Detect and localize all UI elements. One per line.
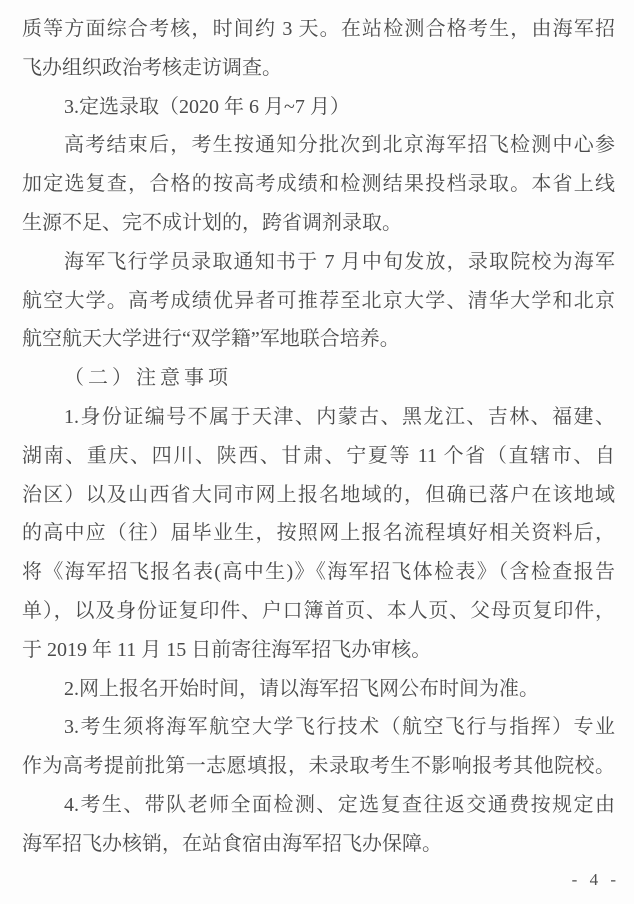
- text-line: 海军招飞办核销，在站食宿由海军招飞办保障。: [22, 832, 442, 855]
- page-number: - 4 -: [571, 870, 620, 889]
- text-line: 治区）以及山西省大同市网上报名地域的，但确已落户在该地域: [22, 483, 615, 506]
- text-line: 高考结束后，考生按通知分批次到北京海军招飞检测中心参: [64, 134, 615, 157]
- text-line: 航空大学。高考成绩优异者可推荐至北京大学、清华大学和北京: [22, 289, 615, 312]
- text-line: 湖南、重庆、四川、陕西、甘肃、宁夏等 11 个省（直辖市、自: [22, 444, 615, 467]
- list-item-3-line: 3.考生须将海军航空大学飞行技术（航空飞行与指挥）专业: [64, 716, 615, 739]
- text-line: 航空航天大学进行“双学籍”军地联合培养。: [22, 328, 400, 351]
- text-line: 质等方面综合考核，时间约 3 天。在站检测合格考生，由海军招: [22, 18, 615, 40]
- text-line: 加定选复查，合格的按高考成绩和检测结果投档录取。本省上线: [22, 173, 615, 196]
- text-line: 将《海军招飞报名表(高中生)》《海军招飞体检表》（含检查报告: [22, 561, 615, 584]
- text-line: 单），以及身份证复印件、户口簿首页、本人页、父母页复印件，: [22, 599, 615, 622]
- list-item-4-line: 4.考生、带队老师全面检测、定选复查往返交通费按规定由: [64, 793, 615, 816]
- list-item-2-line: 2.网上报名开始时间，请以海军招飞网公布时间为准。: [64, 677, 539, 700]
- section-2-heading: （二）注意事项: [64, 367, 232, 390]
- text-line: 生源不足、完不成计划的，跨省调剂录取。: [22, 211, 402, 234]
- text-line: 海军飞行学员录取通知书于 7 月中旬发放，录取院校为海军: [64, 250, 615, 273]
- item-3-heading-line: 3.定选录取（2020 年 6 月~7 月）: [64, 95, 350, 118]
- text-line: 的高中应（往）届毕业生，按照网上报名流程填好相关资料后，: [22, 522, 615, 545]
- text-line: 于 2019 年 11 月 15 日前寄往海军招飞办审核。: [22, 638, 432, 661]
- text-line: 飞办组织政治考核走访调查。: [22, 56, 282, 79]
- list-item-1-line: 1.身份证编号不属于天津、内蒙古、黑龙江、吉林、福建、: [64, 405, 615, 428]
- text-line: 作为高考提前批第一志愿填报，未录取考生不影响报考其他院校。: [22, 755, 615, 778]
- document-body: [22, 10, 615, 864]
